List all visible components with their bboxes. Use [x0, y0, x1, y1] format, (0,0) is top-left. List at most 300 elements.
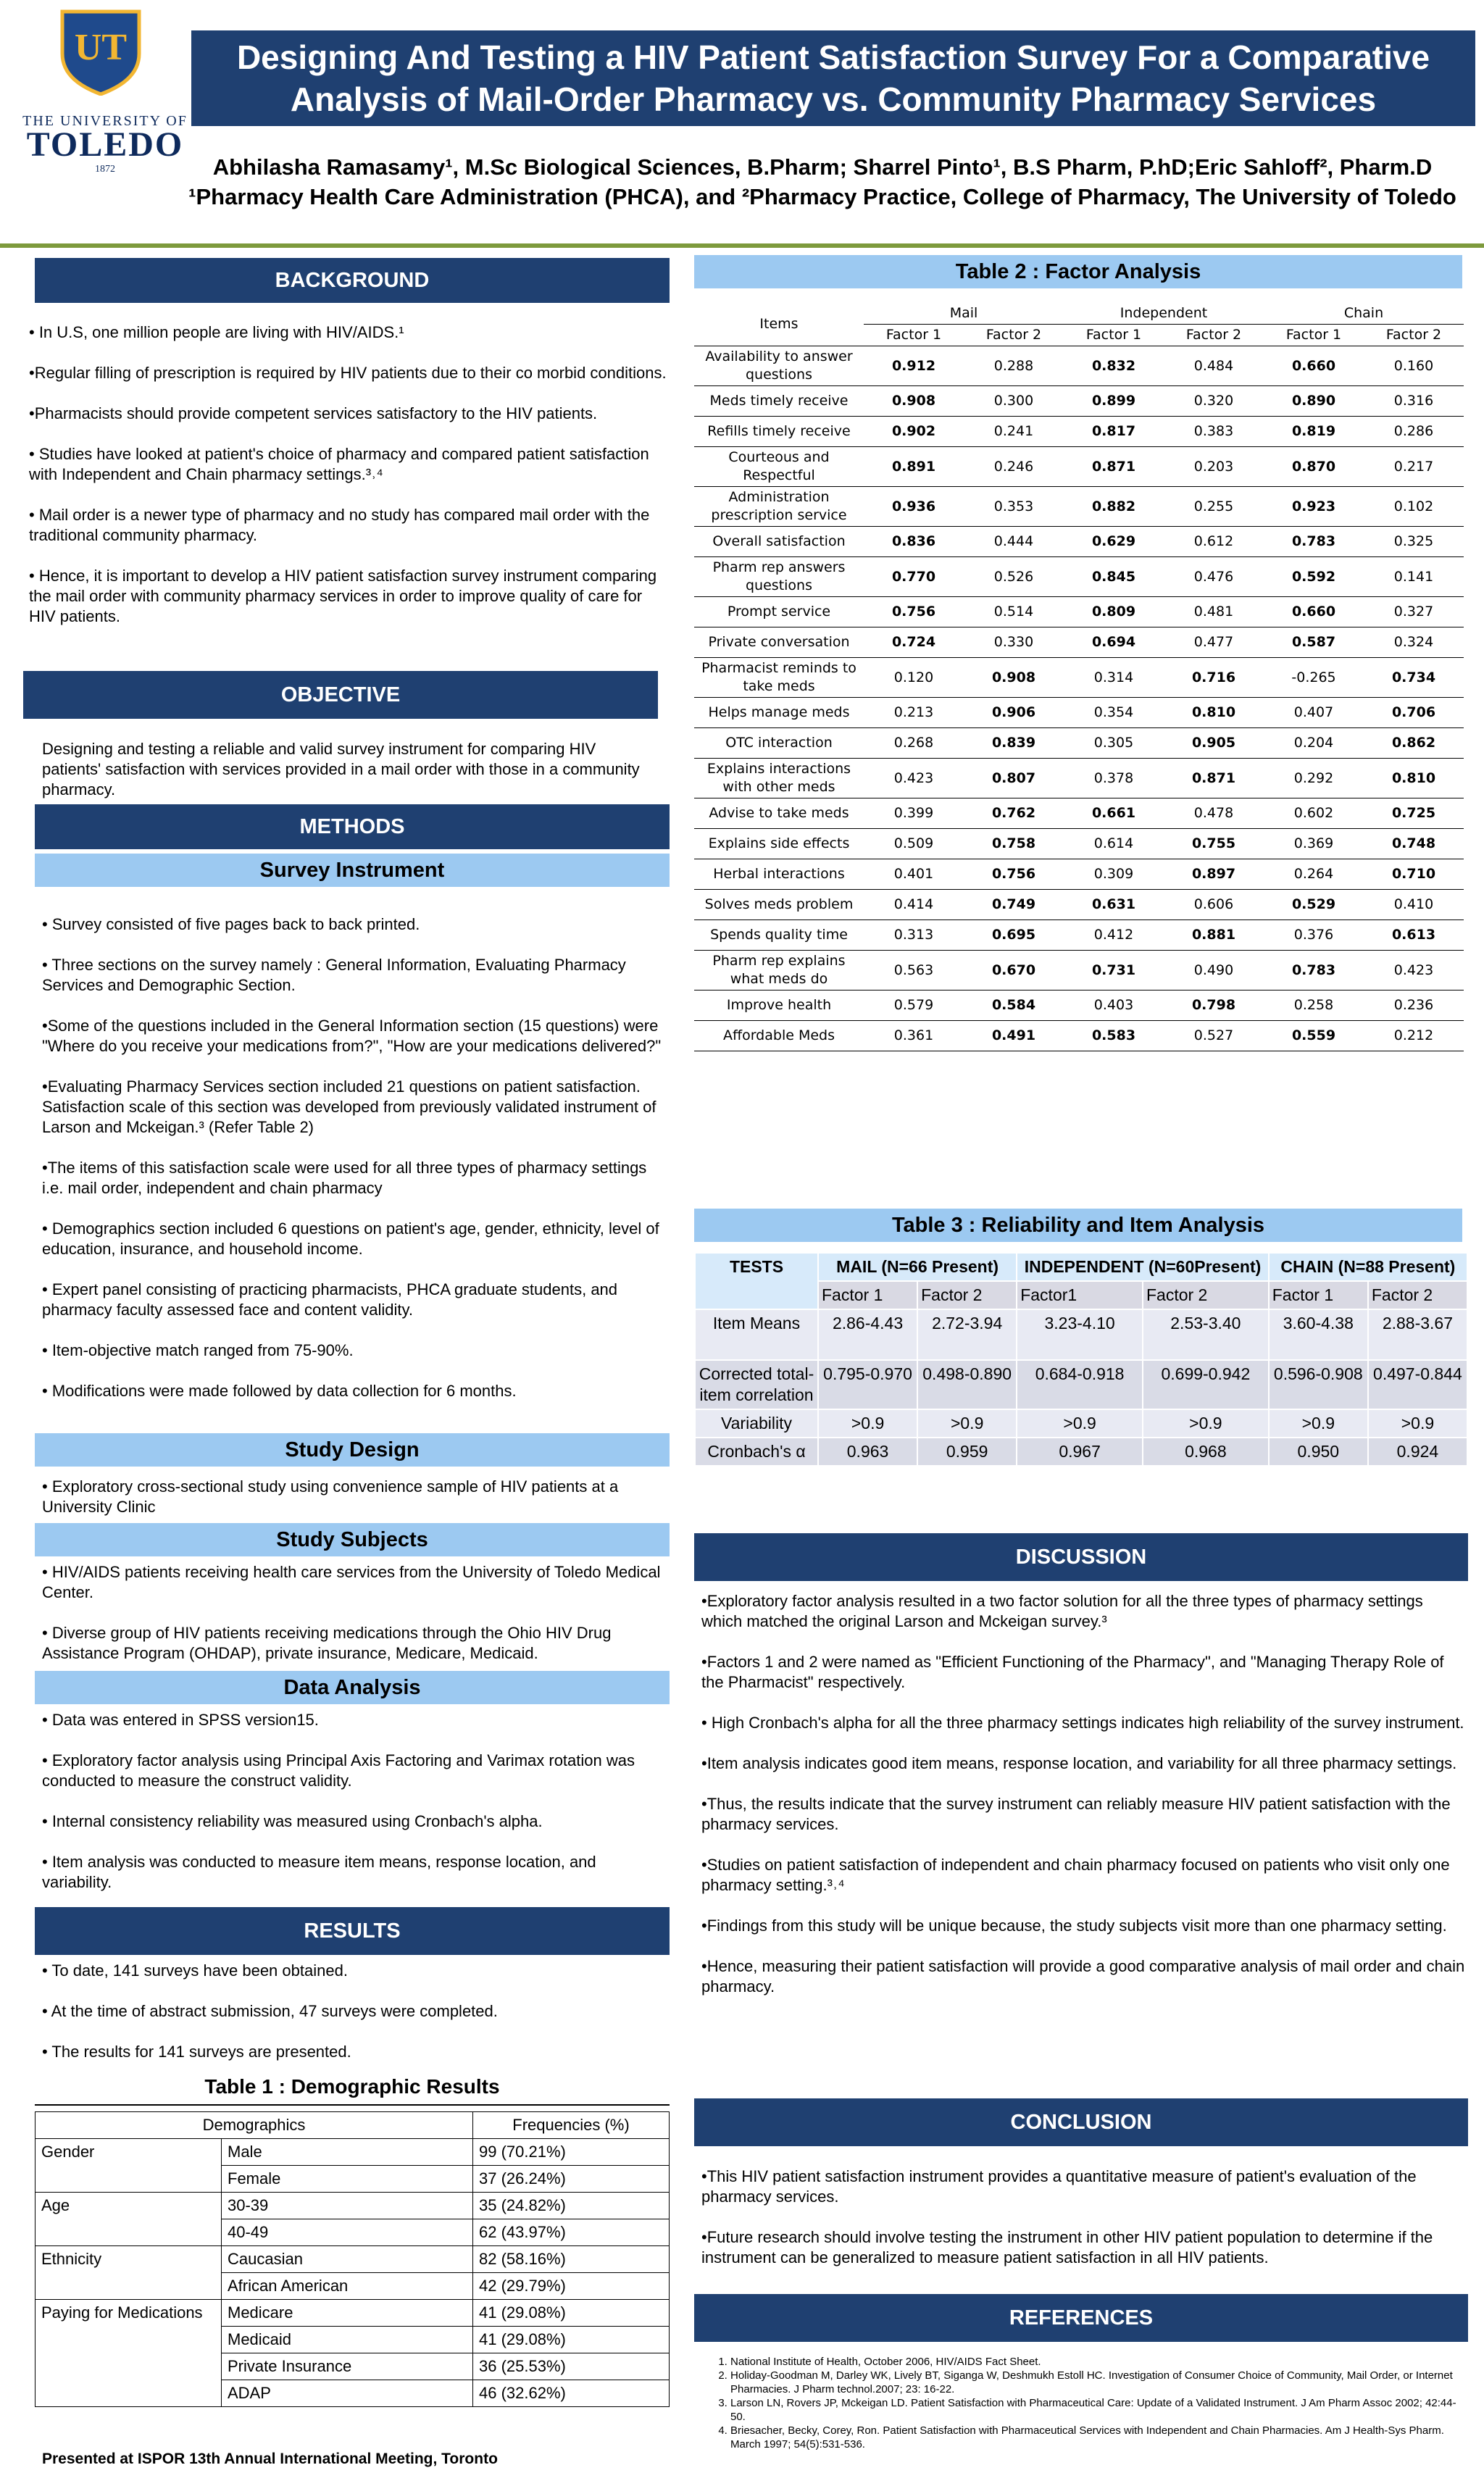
- table2-cell: 0.490: [1164, 951, 1264, 991]
- discussion-item: •Findings from this study will be unique because, the study subjects visit more than one pharmacy setting.: [701, 1917, 1447, 1935]
- table2-cell: [1164, 759, 1264, 798]
- table2-factor-header: Factor 2: [964, 325, 1064, 346]
- table2-cell: 0.120: [864, 658, 964, 698]
- table2-factor-header: Factor 2: [1364, 325, 1464, 346]
- table2-item-label: Herbal interactions: [694, 859, 864, 890]
- table2-item-label: Advise to take meds: [694, 798, 864, 829]
- table2-value-bold: 0.734: [1391, 669, 1436, 685]
- survey-instrument-heading: Survey Instrument: [35, 854, 670, 887]
- table2-cell: 0.478: [1164, 798, 1264, 829]
- background-item: • Hence, it is important to develop a HIV patient satisfaction survey instrument comparing the mail order with community pharmacy services in order to improve quality of care for HIV patients.: [29, 567, 657, 625]
- table2-item-label: Spends quality time: [694, 920, 864, 951]
- table2-cell: 0.264: [1264, 859, 1364, 890]
- table2-value-bold: 0.592: [1291, 568, 1336, 585]
- table2-value-bold: 0.583: [1091, 1027, 1136, 1043]
- table3-cell: 0.967: [1017, 1438, 1143, 1466]
- logo-monogram: UT: [74, 27, 128, 68]
- table2-cell: 0.313: [864, 920, 964, 951]
- table2-cell: 0.403: [1064, 991, 1164, 1021]
- table2-value-bold: 0.670: [991, 962, 1036, 978]
- table2-cell: [1164, 698, 1264, 728]
- conclusion-list: [701, 2167, 1468, 2288]
- table2-item-label: Availability to answer questions: [694, 346, 864, 386]
- table2-cell: 0.602: [1264, 798, 1364, 829]
- table1-frequency: 41 (29.08%): [473, 2300, 670, 2327]
- table2-value-bold: 0.660: [1291, 604, 1336, 620]
- table2-value-bold: 0.897: [1191, 866, 1236, 882]
- table1-frequency: 42 (29.79%): [473, 2273, 670, 2300]
- discussion-item: •Thus, the results indicate that the survey instrument can reliably measure HIV patient satisfaction with the pharmacy services.: [701, 1795, 1451, 1833]
- survey-item: • Three sections on the survey namely : General Information, Evaluating Pharmacy Services and Demographic Section.: [42, 956, 626, 994]
- table2-cell: 0.241: [964, 417, 1064, 447]
- table2-row: [694, 627, 1464, 658]
- table2-value-bold: 0.817: [1091, 423, 1136, 439]
- table2-cell: -0.265: [1264, 658, 1364, 698]
- table2-cell: [1364, 798, 1464, 829]
- table2-value-bold: 0.902: [891, 423, 936, 439]
- table2-cell: [1264, 597, 1364, 627]
- authors-block: [159, 152, 1484, 212]
- table2-cell: [864, 557, 964, 597]
- table1-category: 40-49: [222, 2219, 473, 2246]
- table1-frequency: 35 (24.82%): [473, 2193, 670, 2219]
- table2-value-bold: 0.559: [1291, 1027, 1336, 1043]
- analysis-item: • Data was entered in SPSS version15.: [42, 1711, 319, 1729]
- table3-cell: 0.795-0.970: [818, 1360, 917, 1409]
- table2-row: [694, 346, 1464, 386]
- table2-row: [694, 951, 1464, 991]
- discussion-item: •Factors 1 and 2 were named as "Efficient Functioning of the Pharmacy", and "Managing Therapy Role of the Pharmacist" respectively.: [701, 1653, 1444, 1691]
- table1-frequency: 37 (26.24%): [473, 2166, 670, 2193]
- table3-cell: 0.959: [917, 1438, 1017, 1466]
- table3-row: [695, 1309, 1467, 1360]
- table2-cell: [1064, 1021, 1164, 1051]
- table3-cell: 3.60-4.38: [1269, 1309, 1368, 1360]
- table2-group-header: Chain: [1264, 303, 1464, 325]
- table3-row: [695, 1409, 1467, 1438]
- demographics-table: [35, 2111, 670, 2407]
- table2-cell: [864, 447, 964, 487]
- table2-item-label: Refills timely receive: [694, 417, 864, 447]
- results-item: • To date, 141 surveys have been obtained.: [42, 1961, 348, 1980]
- reference-item: 3. Larson LN, Rovers JP, Mckeigan LD. Patient Satisfaction with Pharmaceutical Care: Update of a Validated Instrument. J Am Pharm Assoc 2002; 42:44-50.: [730, 2396, 1468, 2424]
- table3-row: [695, 1360, 1467, 1409]
- conclusion-item: •This HIV patient satisfaction instrument provides a quantitative measure of patient's evaluation of the pharmacy services.: [701, 2167, 1417, 2206]
- table2-cell: [1264, 627, 1364, 658]
- table3-header: INDEPENDENT (N=60Present): [1017, 1253, 1269, 1281]
- table2-factor-header: Factor 1: [1064, 325, 1164, 346]
- table2-value-bold: 0.783: [1291, 962, 1336, 978]
- table2-cell: 0.324: [1364, 627, 1464, 658]
- table2-value-bold: 0.748: [1391, 835, 1436, 851]
- table2-value-bold: 0.660: [1291, 357, 1336, 374]
- table2-cell: 0.292: [1264, 759, 1364, 798]
- table1-title: Table 1 : Demographic Results: [35, 2075, 670, 2106]
- table1-frequency: 62 (43.97%): [473, 2219, 670, 2246]
- table2-cell: 0.509: [864, 829, 964, 859]
- title-line-1: Designing And Testing a HIV Patient Satisfaction Survey For a Comparative: [236, 38, 1430, 76]
- table2-cell: 0.383: [1164, 417, 1264, 447]
- background-item: • In U.S, one million people are living with HIV/AIDS.¹: [29, 323, 404, 341]
- discussion-item: •Item analysis indicates good item means, response location, and variability for all three pharmacy settings.: [701, 1754, 1457, 1772]
- table2-value-bold: 0.870: [1291, 458, 1336, 475]
- table2-item-label: Improve health: [694, 991, 864, 1021]
- background-list: [29, 322, 667, 647]
- table2-item-label: Solves meds problem: [694, 890, 864, 920]
- table2-cell: [964, 798, 1064, 829]
- table2-cell: 0.423: [1364, 951, 1464, 991]
- table2-cell: 0.399: [864, 798, 964, 829]
- table2-cell: 0.514: [964, 597, 1064, 627]
- table2-item-label: Administration prescription service: [694, 487, 864, 527]
- table2-cell: [1164, 991, 1264, 1021]
- table2-cell: [864, 386, 964, 417]
- survey-instrument-list: [42, 914, 665, 1422]
- background-item: •Pharmacists should provide competent services satisfactory to the HIV patients.: [29, 404, 598, 422]
- discussion-item: • High Cronbach's alpha for all the three pharmacy settings indicates high reliability of the survey instrument.: [701, 1714, 1464, 1732]
- table2-cell: [1264, 557, 1364, 597]
- table2-value-bold: 0.694: [1091, 634, 1136, 650]
- table1-row: [36, 2193, 670, 2219]
- table3-cell: 2.88-3.67: [1368, 1309, 1467, 1360]
- analysis-item: • Item analysis was conducted to measure item means, response location, and variability.: [42, 1853, 596, 1891]
- table2-value-bold: 0.923: [1291, 498, 1336, 514]
- university-logo: [14, 6, 188, 175]
- references-heading: REFERENCES: [694, 2294, 1468, 2342]
- table1-frequency: 82 (58.16%): [473, 2246, 670, 2273]
- table2-cell: 0.412: [1064, 920, 1164, 951]
- references-list: [701, 2355, 1468, 2451]
- table1-header: Frequencies (%): [473, 2112, 670, 2139]
- table2-cell: [1364, 859, 1464, 890]
- table3-factor-header: Factor 1: [818, 1281, 917, 1309]
- table2-item-label: Pharmacist reminds to take meds: [694, 658, 864, 698]
- table3-row: [695, 1438, 1467, 1466]
- table2-cell: 0.246: [964, 447, 1064, 487]
- table2-cell: 0.203: [1164, 447, 1264, 487]
- table2-row: [694, 1021, 1464, 1051]
- results-item: • At the time of abstract submission, 47 surveys were completed.: [42, 2002, 498, 2020]
- table1-frequency: 99 (70.21%): [473, 2139, 670, 2166]
- table2-value-bold: 0.836: [891, 533, 936, 549]
- survey-item: • Modifications were made followed by data collection for 6 months.: [42, 1382, 517, 1400]
- table2-value-bold: 0.832: [1091, 357, 1136, 374]
- table2-item-label: Meds timely receive: [694, 386, 864, 417]
- table2-item-label: Courteous and Respectful: [694, 447, 864, 487]
- table2-cell: [964, 920, 1064, 951]
- survey-item: • Item-objective match ranged from 75-90%.: [42, 1341, 354, 1359]
- table2-factor-header: Factor 2: [1164, 325, 1264, 346]
- table2-cell: [1064, 386, 1164, 417]
- discussion-item: •Studies on patient satisfaction of independent and chain pharmacy focused on patients who visit only one pharmacy setting.³˒⁴: [701, 1856, 1450, 1894]
- table2-cell: 0.141: [1364, 557, 1464, 597]
- table2-cell: 0.527: [1164, 1021, 1264, 1051]
- table2-cell: 0.353: [964, 487, 1064, 527]
- table2-cell: 0.217: [1364, 447, 1464, 487]
- background-heading: BACKGROUND: [35, 258, 670, 303]
- table2-cell: [1364, 658, 1464, 698]
- table2-value-bold: 0.899: [1091, 393, 1136, 409]
- table2-cell: [1164, 728, 1264, 759]
- table2-cell: 0.477: [1164, 627, 1264, 658]
- objective-text: Designing and testing a reliable and valid survey instrument for comparing HIV patients' satisfaction with services provided in a mail order with those in a community pharmacy.: [42, 740, 640, 798]
- table3-factor-header: Factor 2: [917, 1281, 1017, 1309]
- table2-cell: 0.330: [964, 627, 1064, 658]
- table2-cell: 0.268: [864, 728, 964, 759]
- table1-header-row: [36, 2112, 670, 2139]
- table2-row: [694, 759, 1464, 798]
- survey-item: • Demographics section included 6 questions on patient's age, gender, ethnicity, level of education, insurance, and household income.: [42, 1219, 659, 1258]
- table3-factor-header: Factor 1: [1269, 1281, 1368, 1309]
- subjects-item: • Diverse group of HIV patients receiving medications through the Ohio HIV Drug Assistance Program (OHDAP), private insurance, Medicare, Medicaid.: [42, 1624, 612, 1662]
- background-item: • Mail order is a newer type of pharmacy and no study has compared mail order with the traditional community pharmacy.: [29, 506, 650, 544]
- table2-value-bold: 0.810: [1391, 770, 1436, 786]
- table2-value-bold: 0.891: [891, 458, 936, 475]
- table2-value-bold: 0.862: [1391, 735, 1436, 751]
- table2-value-bold: 0.936: [891, 498, 936, 514]
- table3-header: TESTS: [695, 1253, 818, 1309]
- presented-at-note: [42, 2451, 498, 2468]
- table2-cell: [964, 829, 1064, 859]
- table2-cell: [1064, 597, 1164, 627]
- table2-cell: 0.612: [1164, 527, 1264, 557]
- table2-cell: [1264, 890, 1364, 920]
- table2-value-bold: 0.731: [1091, 962, 1136, 978]
- objective-heading: OBJECTIVE: [23, 671, 658, 719]
- table2-cell: 0.255: [1164, 487, 1264, 527]
- table2-cell: 0.563: [864, 951, 964, 991]
- table1-row: [36, 2246, 670, 2273]
- table2-row: [694, 890, 1464, 920]
- conclusion-heading: CONCLUSION: [694, 2098, 1468, 2146]
- table2-cell: 0.316: [1364, 386, 1464, 417]
- table2-value-bold: 0.845: [1091, 568, 1136, 585]
- table2-row: [694, 728, 1464, 759]
- table2-item-label: Explains interactions with other meds: [694, 759, 864, 798]
- table3-cell: 0.699-0.942: [1143, 1360, 1269, 1409]
- table2-group-header: Mail: [864, 303, 1064, 325]
- factor-analysis-table: [694, 303, 1464, 1051]
- table2-value-bold: 0.871: [1091, 458, 1136, 475]
- table2-row: [694, 920, 1464, 951]
- table2-cell: 0.476: [1164, 557, 1264, 597]
- table3-header: MAIL (N=66 Present): [818, 1253, 1017, 1281]
- title-line-2: Analysis of Mail-Order Pharmacy vs. Community Pharmacy Services: [290, 80, 1377, 118]
- table2-cell: 0.320: [1164, 386, 1264, 417]
- table2-row: [694, 991, 1464, 1021]
- table2-cell: [1164, 658, 1264, 698]
- table2-row: [694, 597, 1464, 627]
- table2-cell: 0.212: [1364, 1021, 1464, 1051]
- table2-value-bold: 0.882: [1091, 498, 1136, 514]
- table2-value-bold: 0.756: [991, 866, 1036, 882]
- table2-value-bold: 0.755: [1191, 835, 1236, 851]
- header-divider: [0, 243, 1484, 248]
- table2-cell: 0.414: [864, 890, 964, 920]
- table3-row-label: Corrected total-item correlation: [695, 1360, 818, 1409]
- table2-cell: 0.376: [1264, 920, 1364, 951]
- logo-university-of: THE UNIVERSITY OF: [22, 113, 188, 129]
- table2-factor-header: Factor 1: [1264, 325, 1364, 346]
- table1-category: Female: [222, 2166, 473, 2193]
- table3-header: CHAIN (N=88 Present): [1269, 1253, 1467, 1281]
- table2-cell: [1064, 346, 1164, 386]
- table3-cell: 0.498-0.890: [917, 1360, 1017, 1409]
- results-list: [42, 1961, 665, 2082]
- table1-category: Medicare: [222, 2300, 473, 2327]
- reference-item: 1. National Institute of Health, October 2006, HIV/AIDS Fact Sheet.: [730, 2355, 1468, 2369]
- table2-row: [694, 386, 1464, 417]
- table3-factor-header: Factor1: [1017, 1281, 1143, 1309]
- table2-value-bold: 0.695: [991, 927, 1036, 943]
- table2-cell: 0.288: [964, 346, 1064, 386]
- table2-cell: 0.309: [1064, 859, 1164, 890]
- table2-value-bold: 0.770: [891, 568, 936, 585]
- table2-cell: [1364, 728, 1464, 759]
- table2-cell: [1064, 417, 1164, 447]
- table2-cell: [1264, 447, 1364, 487]
- table2-item-label: Overall satisfaction: [694, 527, 864, 557]
- table2-value-bold: 0.587: [1291, 634, 1336, 650]
- table3-cell: 0.497-0.844: [1368, 1360, 1467, 1409]
- table2-cell: [1264, 951, 1364, 991]
- discussion-heading: DISCUSSION: [694, 1533, 1468, 1581]
- table2-cell: [1264, 487, 1364, 527]
- table3-factor-header: Factor 2: [1143, 1281, 1269, 1309]
- table2-cell: [1264, 1021, 1364, 1051]
- table1-frequency: 36 (25.53%): [473, 2353, 670, 2380]
- table2-row: [694, 487, 1464, 527]
- table2-cell: 0.236: [1364, 991, 1464, 1021]
- table2-cell: [1164, 829, 1264, 859]
- table3-cell: 2.53-3.40: [1143, 1309, 1269, 1360]
- table2-value-bold: 0.906: [991, 704, 1036, 720]
- analysis-item: • Internal consistency reliability was measured using Cronbach's alpha.: [42, 1812, 543, 1830]
- table2-value-bold: 0.749: [991, 896, 1036, 912]
- table2-item-label: Pharm rep answers questions: [694, 557, 864, 597]
- table2-cell: [1264, 527, 1364, 557]
- poster-title: [191, 30, 1475, 126]
- table2-cell: 0.423: [864, 759, 964, 798]
- data-analysis-heading: Data Analysis: [35, 1671, 670, 1704]
- table3-row-label: Item Means: [695, 1309, 818, 1360]
- table2-item-label: Affordable Meds: [694, 1021, 864, 1051]
- table2-value-bold: 0.905: [1191, 735, 1236, 751]
- table1-category: Caucasian: [222, 2246, 473, 2273]
- table3-cell: 0.963: [818, 1438, 917, 1466]
- table2-row: [694, 859, 1464, 890]
- results-heading: RESULTS: [35, 1907, 670, 1955]
- table3-cell: >0.9: [1269, 1409, 1368, 1438]
- table2-cell: [1064, 890, 1164, 920]
- conclusion-item: •Future research should involve testing the instrument in other HIV patient population to determine if the instrument can be generalized to measure patient satisfaction in all HIV patients.: [701, 2228, 1433, 2266]
- table2-value-bold: 0.756: [891, 604, 936, 620]
- table2-cell: 0.614: [1064, 829, 1164, 859]
- survey-item: •Evaluating Pharmacy Services section included 21 questions on patient satisfaction. Satisfaction scale of this section was developed from previously validated instrument of Larson and Mckeigan.³ (Refer Table 2): [42, 1077, 656, 1136]
- table2-cell: [864, 417, 964, 447]
- table2-cell: 0.361: [864, 1021, 964, 1051]
- table2-row: [694, 527, 1464, 557]
- table2-cell: 0.286: [1364, 417, 1464, 447]
- table1-category: 30-39: [222, 2193, 473, 2219]
- table1-header: Demographics: [36, 2112, 473, 2139]
- table2-cell: 0.526: [964, 557, 1064, 597]
- table2-cell: 0.401: [864, 859, 964, 890]
- table2-cell: 0.606: [1164, 890, 1264, 920]
- table2-item-label: Helps manage meds: [694, 698, 864, 728]
- table2-value-bold: 0.908: [891, 393, 936, 409]
- table2-cell: [964, 951, 1064, 991]
- study-subjects-list: [42, 1562, 665, 1684]
- table3-cell: 0.596-0.908: [1269, 1360, 1368, 1409]
- table2-value-bold: 0.613: [1391, 927, 1436, 943]
- table2-item-label: OTC interaction: [694, 728, 864, 759]
- table3-cell: 0.684-0.918: [1017, 1360, 1143, 1409]
- table2-cell: [1064, 447, 1164, 487]
- table2-row: [694, 417, 1464, 447]
- table2-value-bold: 0.631: [1091, 896, 1136, 912]
- table2-cell: [1164, 859, 1264, 890]
- table2-cell: [1364, 698, 1464, 728]
- table2-value-bold: 0.629: [1091, 533, 1136, 549]
- table2-value-bold: 0.881: [1191, 927, 1236, 943]
- table3-factor-header: Factor 2: [1368, 1281, 1467, 1309]
- survey-item: • Survey consisted of five pages back to back printed.: [42, 915, 420, 933]
- table2-cell: [1364, 920, 1464, 951]
- table1-category: African American: [222, 2273, 473, 2300]
- table2-item-label: Prompt service: [694, 597, 864, 627]
- table2-cell: 0.407: [1264, 698, 1364, 728]
- table2-cell: [1364, 829, 1464, 859]
- table2-value-bold: 0.716: [1191, 669, 1236, 685]
- reliability-table: [694, 1252, 1468, 1467]
- table2-cell: 0.314: [1064, 658, 1164, 698]
- results-item: • The results for 141 surveys are presented.: [42, 2043, 351, 2061]
- table1-category: Private Insurance: [222, 2353, 473, 2380]
- table2-row: [694, 798, 1464, 829]
- table2-cell: [1064, 798, 1164, 829]
- table2-cell: 0.369: [1264, 829, 1364, 859]
- table1-row: [36, 2139, 670, 2166]
- table2-cell: [1064, 527, 1164, 557]
- table2-cell: [1064, 487, 1164, 527]
- subjects-item: • HIV/AIDS patients receiving health care services from the University of Toledo Medical Center.: [42, 1563, 661, 1601]
- table2-value-bold: 0.725: [1391, 805, 1436, 821]
- shield-icon: [59, 9, 142, 96]
- table2-row: [694, 557, 1464, 597]
- table1-frequency: 41 (29.08%): [473, 2327, 670, 2353]
- table2-cell: [964, 759, 1064, 798]
- table2-cell: 0.160: [1364, 346, 1464, 386]
- table2-cell: 0.327: [1364, 597, 1464, 627]
- table2-value-bold: 0.710: [1391, 866, 1436, 882]
- table1-group-label: Gender: [36, 2139, 222, 2193]
- table2-value-bold: 0.908: [991, 669, 1036, 685]
- table2-value-bold: 0.661: [1091, 805, 1136, 821]
- study-design-text: • Exploratory cross-sectional study using convenience sample of HIV patients at a University Clinic: [42, 1477, 619, 1516]
- table2-cell: [1064, 557, 1164, 597]
- table1-group-label: Ethnicity: [36, 2246, 222, 2300]
- table2-cell: [964, 728, 1064, 759]
- table3-cell: 3.23-4.10: [1017, 1309, 1143, 1360]
- table3-cell: 0.924: [1368, 1438, 1467, 1466]
- table2-cell: 0.444: [964, 527, 1064, 557]
- table2-value-bold: 0.890: [1291, 393, 1336, 409]
- table2-item-label: Pharm rep explains what meds do: [694, 951, 864, 991]
- table2-cell: 0.354: [1064, 698, 1164, 728]
- survey-item: • Expert panel consisting of practicing pharmacists, PHCA graduate students, and pharmacy faculty assessed face and content validity.: [42, 1280, 618, 1319]
- study-subjects-heading: Study Subjects: [35, 1523, 670, 1556]
